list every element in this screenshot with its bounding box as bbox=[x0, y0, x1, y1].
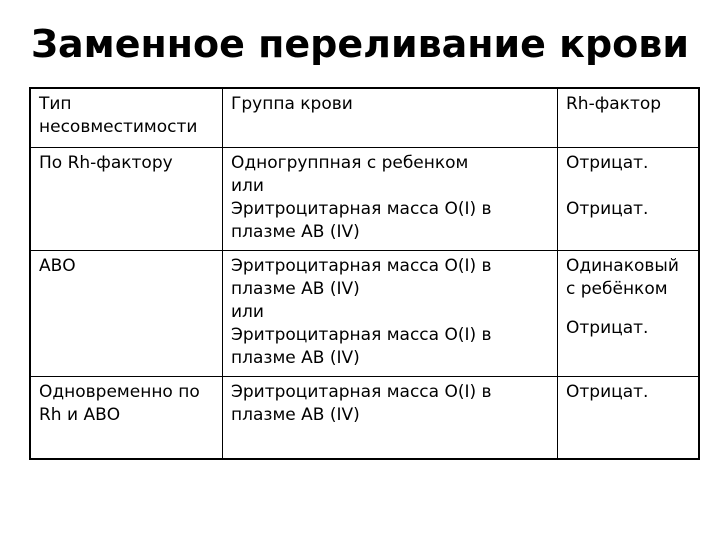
table-row bbox=[30, 377, 699, 459]
cell-type: Одновременно по Rh и АВО bbox=[30, 377, 223, 459]
cell-blood bbox=[223, 377, 558, 459]
cell-line: Одинаковый с ребёнком bbox=[566, 256, 679, 299]
cell-rh bbox=[558, 251, 700, 377]
table-row bbox=[30, 251, 699, 377]
cell-type: АВО bbox=[30, 251, 223, 377]
header-rh-factor: Rh-фактор bbox=[558, 88, 700, 148]
header-blood-group: Группа крови bbox=[223, 88, 558, 148]
cell-line: Отрицат. bbox=[566, 153, 649, 173]
cell-blood bbox=[223, 148, 558, 251]
cell-line: или bbox=[231, 302, 264, 322]
cell-type: По Rh-фактору bbox=[30, 148, 223, 251]
cell-rh bbox=[558, 377, 700, 459]
cell-rh bbox=[558, 148, 700, 251]
cell-line: Эритроцитарная масса О(I) в плазме АВ (IV) bbox=[231, 382, 492, 425]
cell-line: Эритроцитарная масса О(I) в плазме АВ (IV) bbox=[231, 256, 492, 299]
transfusion-table bbox=[29, 87, 700, 460]
cell-line: или bbox=[231, 176, 264, 196]
slide-title: Заменное переливание крови bbox=[31, 22, 689, 66]
cell-line: Отрицат. bbox=[566, 199, 649, 219]
cell-line: Эритроцитарная масса О(I) в плазме АВ (IV) bbox=[231, 325, 492, 368]
header-type: Тип несовместимости bbox=[30, 88, 223, 148]
table-header-row bbox=[30, 88, 699, 148]
cell-line: Эритроцитарная масса О(I) в плазме АВ (IV) bbox=[231, 199, 492, 242]
cell-blood bbox=[223, 251, 558, 377]
table-row bbox=[30, 148, 699, 251]
cell-line: Одногруппная с ребенком bbox=[231, 153, 469, 173]
cell-line: Отрицат. bbox=[566, 382, 649, 402]
cell-line: Отрицат. bbox=[566, 318, 649, 338]
